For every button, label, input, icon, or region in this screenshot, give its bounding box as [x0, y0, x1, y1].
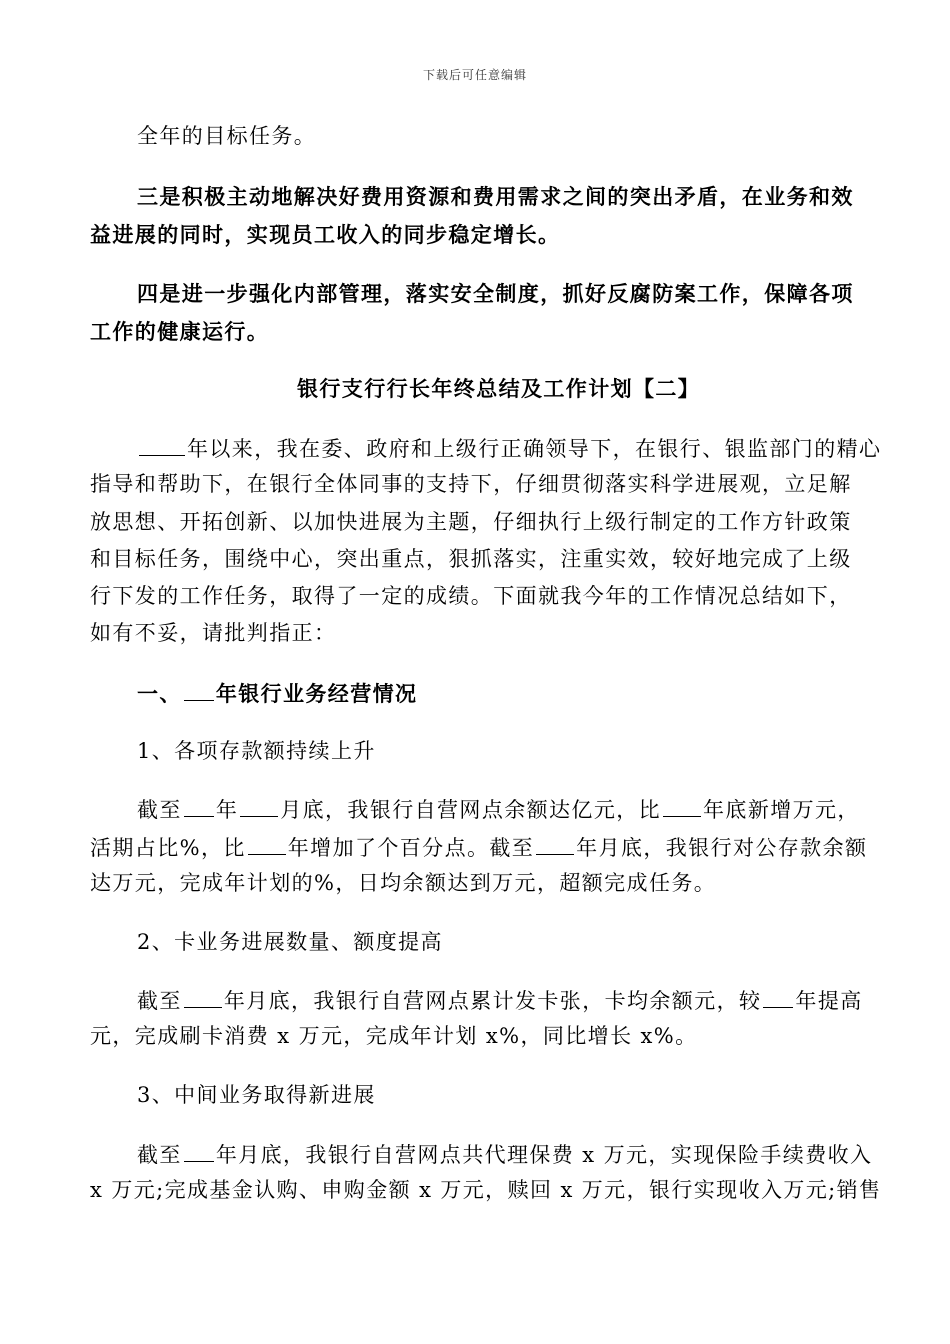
header-note: 下载后可任意编辑	[422, 68, 527, 82]
text: 年月底，我银行对公存款余额	[576, 836, 868, 860]
fill-in-blank	[184, 1143, 214, 1162]
text: 年月底，我银行自营网点共代理保费 x 万元，实现保险手续费收入	[215, 1143, 873, 1167]
intro-line: 放思想、开拓创新、以加快进展为主题，仔细执行上级行制定的工作方针政策	[90, 510, 852, 534]
fill-in-blank	[184, 798, 214, 817]
intro-line: 行下发的工作任务，取得了一定的成绩。下面就我今年的工作情况总结如下，	[90, 584, 852, 608]
fill-in-blank	[240, 798, 278, 817]
item-line	[137, 989, 863, 1012]
heading-text: 年银行业务经营情况	[215, 681, 418, 706]
paragraph-line: 四是进一步强化内部管理，落实安全制度，抓好反腐防案工作，保障各项	[137, 281, 854, 306]
fill-in-blank	[248, 836, 286, 855]
item-title: 3、中间业务取得新进展	[137, 1083, 376, 1107]
item-line	[90, 836, 867, 859]
text: 年底新增万元，	[703, 798, 860, 822]
text: 年	[215, 798, 239, 822]
paragraph-line: 全年的目标任务。	[137, 124, 317, 148]
heading-1	[137, 682, 417, 704]
text: 月底，我银行自营网点余额达亿元，比	[280, 798, 662, 822]
fill-in-blank	[763, 989, 793, 1008]
text: 活期占比%，比	[90, 836, 246, 860]
paragraph-line: 工作的健康运行。	[90, 319, 270, 344]
section-title: 银行支行行长年终总结及工作计划【二】	[297, 376, 701, 401]
intro-line: 如有不妥，请批判指正：	[90, 621, 337, 645]
intro-line: 指导和帮助下，在银行全体同事的支持下，仔细贯彻落实科学进展观，立足解	[90, 472, 852, 496]
item-line: 达万元，完成年计划的%，日均余额达到万元，超额完成任务。	[90, 871, 717, 895]
text: 年增加了个百分点。截至	[287, 836, 535, 860]
text: 截至	[137, 1143, 182, 1167]
text: 年提高	[795, 989, 863, 1013]
item-line	[137, 798, 860, 821]
item-line: x 万元;完成基金认购、申购金额 x 万元，赎回 x 万元，银行实现收入万元;销售	[90, 1178, 882, 1202]
heading-prefix: 一、	[137, 681, 182, 706]
text: 截至	[137, 798, 182, 822]
fill-in-blank	[536, 836, 574, 855]
fill-in-blank	[184, 682, 214, 701]
item-line	[137, 1143, 872, 1166]
paragraph-line: 三是积极主动地解决好费用资源和费用需求之间的突出矛盾，在业务和效	[137, 184, 854, 209]
fill-in-blank	[663, 798, 701, 817]
intro-line	[137, 437, 881, 460]
item-line: 元，完成刷卡消费 x 万元，完成年计划 x%，同比增长 x%。	[90, 1024, 698, 1048]
item-title: 1、各项存款额持续上升	[137, 739, 376, 763]
intro-line: 和目标任务，围绕中心，突出重点，狠抓落实，注重实效，较好地完成了上级	[90, 547, 852, 571]
text: 年月底，我银行自营网点累计发卡张，卡均余额元，较	[223, 989, 762, 1013]
item-title: 2、卡业务进展数量、额度提高	[137, 930, 443, 954]
fill-in-blank	[184, 989, 222, 1008]
fill-in-blank	[139, 437, 185, 456]
text: 截至	[137, 989, 182, 1013]
intro-text: 年以来，我在委、政府和上级行正确领导下，在银行、银监部门的精心	[187, 437, 882, 461]
paragraph-line: 益进展的同时，实现员工收入的同步稳定增长。	[90, 222, 561, 247]
